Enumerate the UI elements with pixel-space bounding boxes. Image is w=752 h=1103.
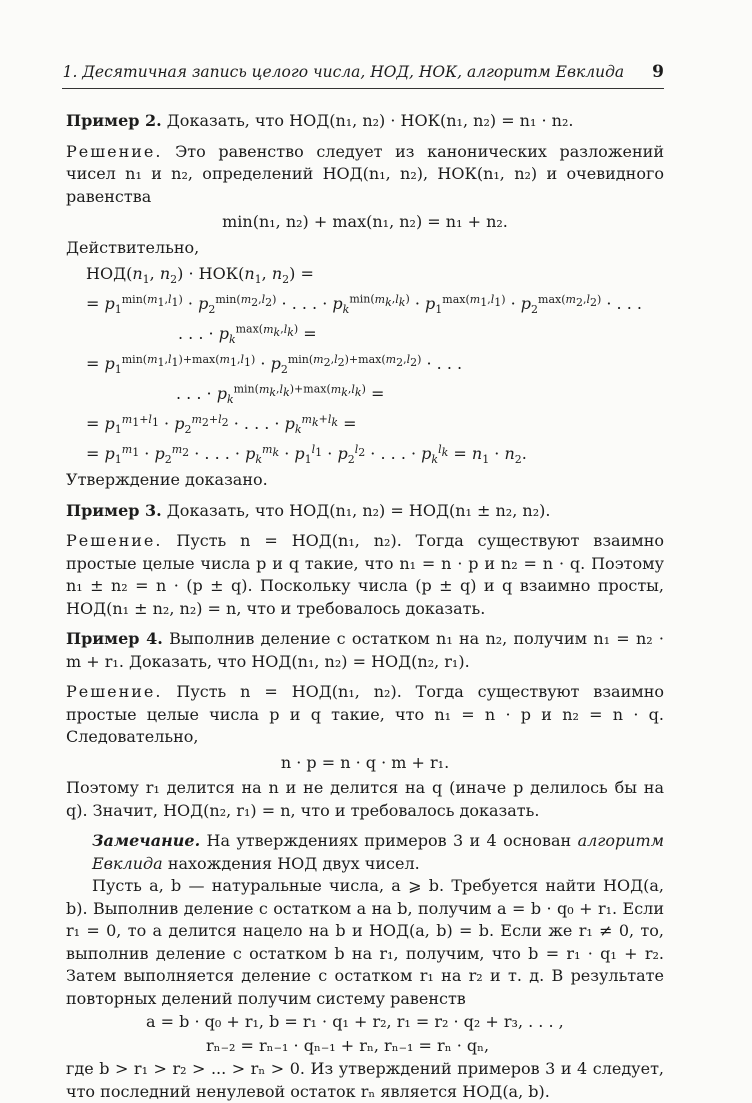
remark-block (92, 830, 664, 875)
remark-paragraph (66, 875, 664, 1010)
solution-label: Решение. (66, 682, 163, 701)
remark-text-a: На утверждениях примеров 3 и 4 основан (206, 831, 572, 850)
running-header (62, 62, 664, 89)
page-body (66, 110, 664, 1103)
identity-equation: min(n₁, n₂) + max(n₁, n₂) = n₁ + n₂. (222, 212, 508, 231)
solution-label: Решение. (66, 531, 163, 550)
running-header-title: 1. Десятичная запись целого числа, НОД, НОК, алгоритм Евклида (62, 63, 625, 81)
solution-text: Пусть n = НОД(n₁, n₂). Тогда существуют взаимно простые целые числа p и q такие, что n₁ = n · p и n₂ = n · q. Следовательно, (66, 682, 664, 746)
solution-text: Пусть n = НОД(n₁, n₂). Тогда существуют взаимно простые целые числа p и q такие, что n₁ = n · p и n₂ = n · q. Поэтому n₁ ± n₂ = n · (p ± q). Поскольку числа (p ± q) и q взаимно просты, НОД(n₁ ± n₂, n₂) = n, что и требовалось доказать. (66, 531, 664, 618)
derivation-line: . . . · $p_k^{max(m_k,l_k)}$ = (178, 322, 317, 347)
derivation-line: . . . · $p_k^{min(m_k,l_k)+max(m_k,l_k)}$ = (176, 382, 385, 407)
example-4-conclusion: Поэтому r₁ делится на n и не делится на q (иначе p делилось бы на q). Значит, НОД(n₂, r₁) = n, что и требовалось доказать. (66, 778, 664, 820)
example-3-text: Доказать, что НОД(n₁, n₂) = НОД(n₁ ± n₂, n₂). (166, 500, 551, 520)
example-4-statement (66, 628, 664, 673)
derivation-line: = $p_1^{min(m_1,l_1)+max(m_1,l_1)} \cdot p_2^{min(m_2,l_2)+max(m_2,l_2)}$ · . . . (86, 352, 463, 377)
remark-text-b: нахождения НОД двух чисел. (167, 853, 420, 873)
derivation-line: = $p_1^{m_1+l_1} \cdot p_2^{m_2+l_2}$ · . . . · $p_k^{m_k+l_k}$ = (86, 412, 357, 437)
example-3-statement (66, 500, 664, 523)
system-line-1: a = b · q₀ + r₁, b = r₁ · q₁ + r₂, r₁ = r₂ · q₂ + r₃, . . . , (146, 1012, 564, 1031)
remark-paragraph-text: Пусть a, b — натуральные числа, a ⩾ b. Требуется найти НОД(a, b). Выполнив деление с остатком a на b, получим a = b · q₀ + r₁. Если r₁ = 0, то a делится нацело на b и НОД(a, b) = b. Если же r₁ ≠ 0, то, выполнив деление с остатком b на r₁, получим, что b = r₁ · q₁ + r₂. Затем выполняется деление с остатком r₁ на r₂ и т. д. В результате повторных делений получим систему равенств (66, 876, 665, 1008)
example-4-label: Пример 4. (66, 629, 163, 648)
remark-intro (92, 830, 664, 875)
example-2-conclusion: Утверждение доказано. (66, 470, 268, 489)
example-4-solution (66, 681, 664, 749)
remark-label: Замечание. (92, 831, 201, 850)
page-number: 9 (652, 62, 664, 82)
example-2-label: Пример 2. (66, 111, 162, 130)
remark-term: алгоритм Евклида (92, 831, 664, 873)
derivation (86, 259, 664, 469)
example-2-text: Доказать, что НОД(n₁, n₂) · НОК(n₁, n₂) = n₁ · n₂. (166, 111, 574, 130)
example-2-solution (66, 141, 664, 209)
solution-label: Решение. (66, 141, 163, 161)
equation-system (146, 1010, 664, 1058)
example-2-statement (66, 110, 664, 133)
example-4-text: Выполнив деление с остатком n₁ на n₂, получим n₁ = n₂ · m + r₁. Доказать, что НОД(n₁, n₂) = НОД(n₂, r₁). (66, 629, 665, 671)
indeed-text: Действительно, (66, 237, 200, 257)
example-3-solution (66, 530, 664, 620)
example-4-equation: n · p = n · q · m + r₁. (280, 752, 450, 772)
example-3-label: Пример 3. (66, 500, 162, 520)
derivation-line: $НОД(n_1$, $n_2) \cdot НОК(n_1$, $n_2$) = (86, 264, 314, 287)
remark-final: где b > r₁ > r₂ > ... > rₙ > 0. Из утверждений примеров 3 и 4 следует, что последний ненулевой остаток rₙ является НОД(a, b). (66, 1059, 664, 1101)
derivation-line: = $p_1^{min(m_1,l_1)} \cdot p_2^{min(m_2,l_2)}$ · . . . · $p_k^{min(m_k,l_k)} \cdot p_1^{max(m_1,l_1)} \cdot p_2^{max(m_2,l_2)}$ · . . . (86, 292, 642, 317)
derivation-line: = $p_1^{m_1} \cdot p_2^{m_2}$ · . . . · $p_k^{m_k} \cdot p_1^{l_1} \cdot p_2^{l_2}$ · . . . · $p_k^{l_k} = n_1 \cdot n_2$. (86, 442, 527, 467)
system-line-2: rₙ₋₂ = rₙ₋₁ · qₙ₋₁ + rₙ, rₙ₋₁ = rₙ · qₙ, (206, 1036, 490, 1055)
solution-text: Это равенство следует из канонических разложений чисел n₁ и n₂, определений НОД(n₁, n₂), НОК(n₁, n₂) и очевидного равенства (66, 141, 664, 206)
